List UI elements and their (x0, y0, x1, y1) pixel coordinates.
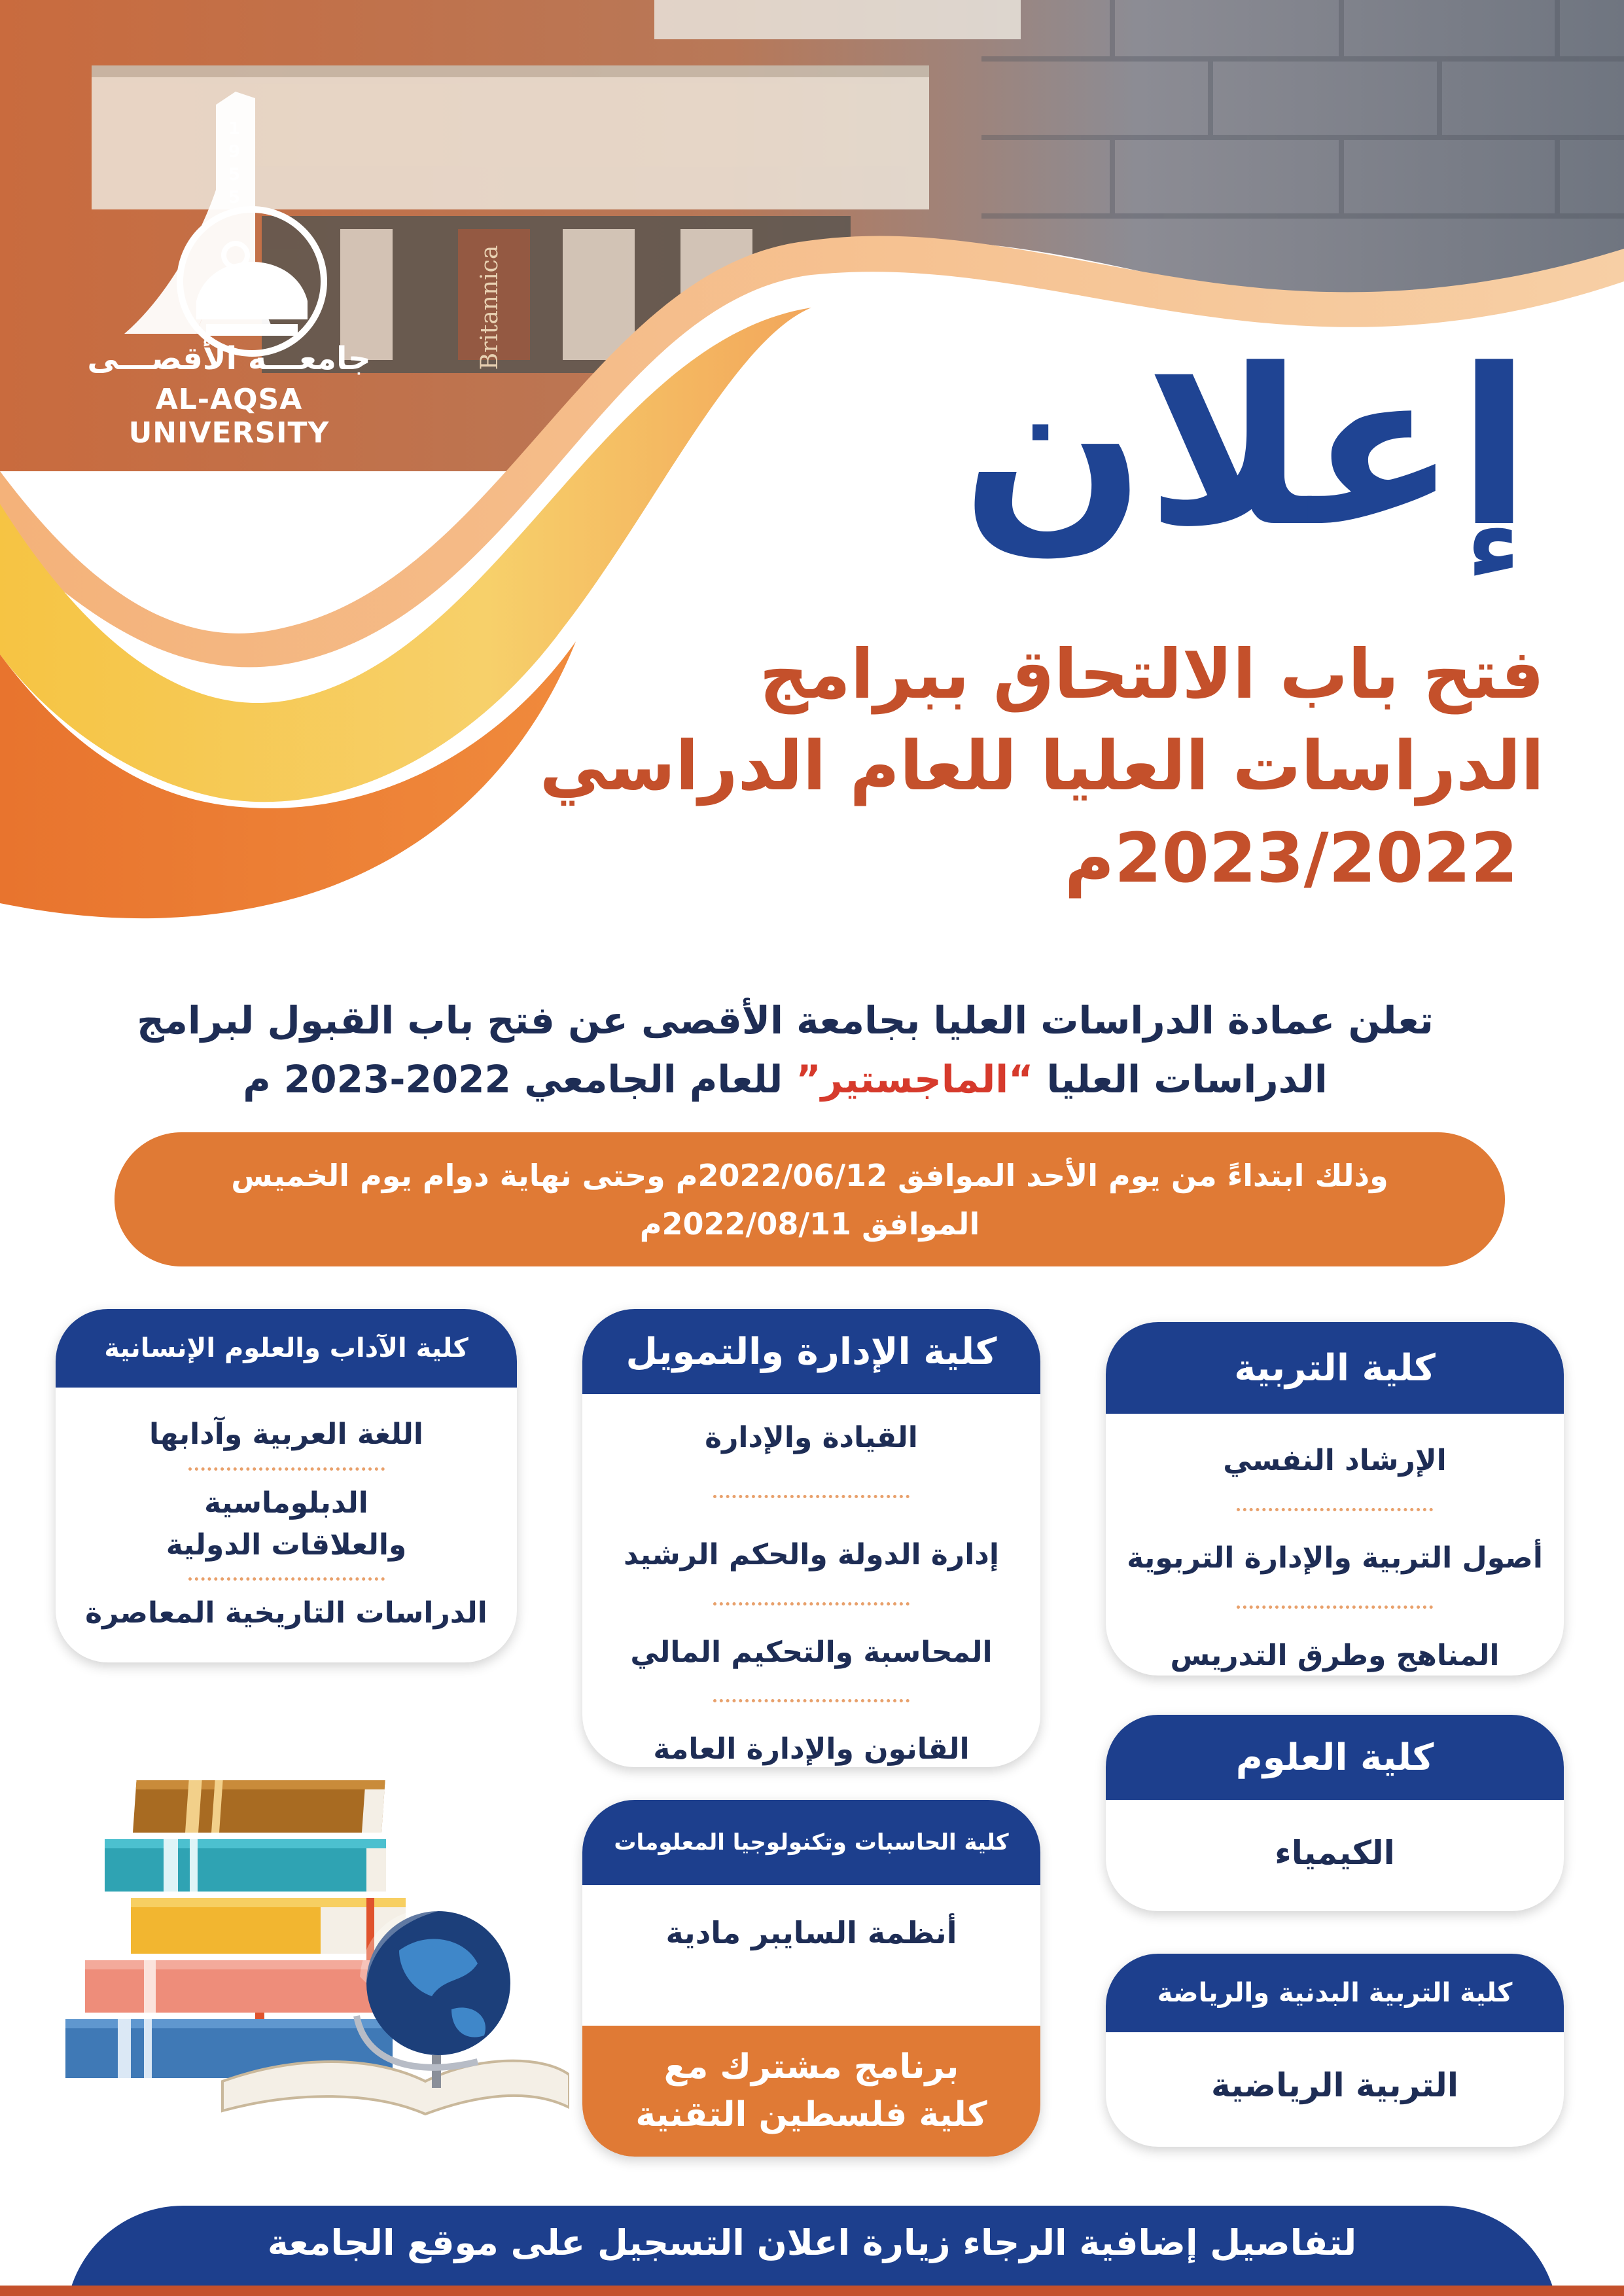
svg-text:9: 9 (228, 142, 241, 162)
intro-line-2: الدراسات العليا “الماجستير” للعام الجامعي 2022-2023 م (243, 1056, 1328, 1102)
program-item: أنظمة السايبر مادية (665, 1915, 957, 1950)
faculty-title: كلية الآداب والعلوم الإنسانية (56, 1309, 517, 1388)
joint-program (582, 2026, 1040, 2157)
program-item: التربية الرياضية (1211, 2066, 1458, 2104)
program-item: أصول التربية والإدارة التربوية (1127, 1541, 1543, 1575)
joint-line-2: كلية فلسطين التقنية (635, 2095, 987, 2134)
program-item: المناهج وطرق التدريس (1170, 1638, 1500, 1672)
program-item: إدارة الدولة والحكم الرشيد (624, 1537, 999, 1571)
intro-line-1: تعلن عمادة الدراسات العليا بجامعة الأقصى عن فتح باب القبول لبرامج (137, 998, 1434, 1043)
faculty-title: كلية التربية البدنية والرياضة (1106, 1954, 1564, 2032)
program-item: القانون والإدارة العامة (653, 1732, 970, 1767)
program-item: اللغة العربية وآدابها (149, 1418, 423, 1451)
svg-text:1: 1 (228, 119, 241, 139)
subtitle (539, 628, 1544, 904)
faculty-card-education (1106, 1322, 1564, 1676)
faculty-card-science (1106, 1715, 1564, 1911)
subtitle-line-2: الدراسات العليا للعام الدراسي (539, 726, 1544, 806)
page-title: إعلان (961, 323, 1531, 574)
books-globe-illustration (59, 1767, 569, 2134)
footer-text: لتفاصيل إضافية الرجاء زيارة اعلان التسجيل على موقع الجامعة (267, 2222, 1357, 2263)
logo-name-arabic: جامعـــة الأقصـــى (87, 340, 371, 377)
masters-highlight: “الماجستير” (796, 1056, 1034, 1102)
dates-line-2: الموافق 2022/08/11م (639, 1206, 980, 1242)
faculty-card-computing (582, 1800, 1040, 2157)
faculty-card-arts (56, 1309, 517, 1662)
book-spine-text: Britannica (476, 245, 503, 370)
registration-dates (115, 1132, 1505, 1266)
intro-paragraph (79, 992, 1492, 1109)
program-item: الدبلوماسية والعلاقات الدولية (166, 1486, 407, 1562)
dates-line-1: وذلك ابتداءً من يوم الأحد الموافق 2022/06/12م وحتى نهاية دوام يوم الخميس (231, 1158, 1388, 1193)
faculty-card-sports (1106, 1954, 1564, 2147)
subtitle-line-1: فتح باب الالتحاق ببرامج (759, 634, 1544, 714)
svg-text:5: 5 (228, 165, 241, 185)
svg-text:5: 5 (228, 188, 241, 207)
faculty-title: كلية التربية (1106, 1322, 1564, 1414)
program-item: الدراسات التاريخية المعاصرة (85, 1596, 487, 1630)
program-item: القيادة والإدارة (705, 1421, 918, 1454)
program-item: الكيمياء (1275, 1834, 1395, 1872)
faculty-card-management (582, 1309, 1040, 1767)
joint-line-1: برنامج مشترك مع (663, 2047, 959, 2087)
program-item: الإرشاد النفسي (1223, 1444, 1447, 1477)
logo-name-english: AL-AQSA UNIVERSITY (128, 383, 330, 450)
subtitle-line-3: 2023/2022م (1064, 817, 1518, 898)
faculty-title: كلية العلوم (1106, 1715, 1564, 1800)
faculty-title: كلية الإدارة والتمويل (582, 1309, 1040, 1394)
faculty-title: كلية الحاسبات وتكنولوجيا المعلومات (582, 1800, 1040, 1885)
program-item: المحاسبة والتحكيم المالي (630, 1635, 993, 1669)
book-icon (133, 1780, 385, 1833)
footer-stripe (0, 2286, 1624, 2296)
